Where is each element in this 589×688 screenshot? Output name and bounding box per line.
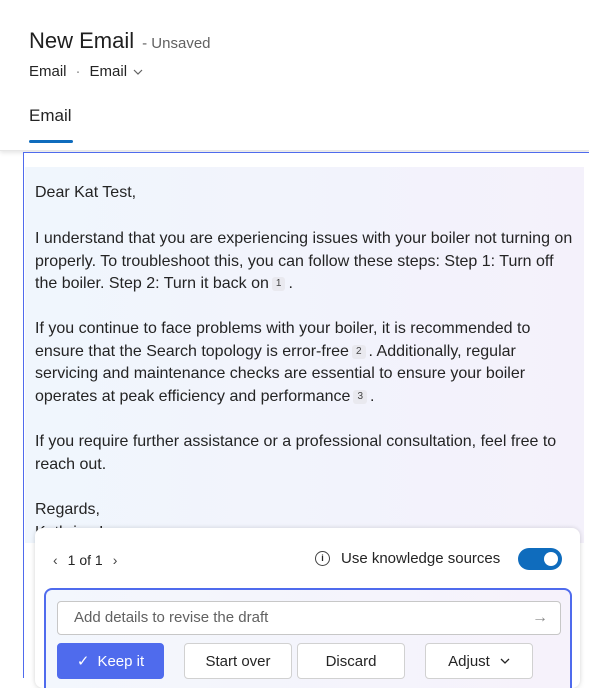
draft-greeting: Dear Kat Test, bbox=[35, 184, 137, 201]
revise-area bbox=[44, 588, 572, 688]
citation-badge[interactable]: 3 bbox=[353, 390, 367, 404]
knowledge-sources-label: Use knowledge sources bbox=[341, 550, 501, 567]
toggle-knob bbox=[544, 552, 558, 566]
knowledge-sources-toggle[interactable] bbox=[518, 548, 562, 570]
next-draft-button[interactable]: › bbox=[112, 552, 118, 568]
breadcrumb bbox=[29, 63, 143, 80]
arrow-right-icon[interactable]: → bbox=[532, 609, 548, 626]
save-status: - Unsaved bbox=[142, 35, 211, 52]
discard-label: Discard bbox=[325, 652, 377, 670]
draft-p2-text-b: . Additionally, regular servicing and maintenance checks are essential to ensure your boiler operates at peak efficiency and performance bbox=[35, 342, 526, 405]
copilot-draft-panel bbox=[35, 528, 580, 688]
draft-p2-text-a: If you continue to face problems with your boiler, it is recommended to ensure that the Search topology is error-free bbox=[35, 320, 531, 360]
citation-badge[interactable]: 2 bbox=[352, 345, 366, 359]
adjust-button[interactable] bbox=[425, 643, 533, 679]
discard-button[interactable] bbox=[297, 643, 405, 679]
breadcrumb-entity: Email bbox=[29, 63, 67, 80]
knowledge-sources bbox=[315, 550, 500, 567]
email-body-editor[interactable] bbox=[23, 152, 589, 678]
chevron-down-icon bbox=[133, 66, 143, 78]
draft-p1-end: . bbox=[288, 275, 293, 293]
adjust-label: Adjust bbox=[448, 652, 490, 670]
start-over-label: Start over bbox=[205, 652, 271, 670]
page-title: New Email bbox=[29, 28, 135, 53]
form-header bbox=[0, 0, 589, 151]
keep-it-label: Keep it bbox=[97, 652, 145, 670]
draft-closing: Regards, bbox=[35, 501, 100, 518]
copilot-draft bbox=[25, 167, 584, 543]
form-selector[interactable] bbox=[90, 63, 144, 80]
draft-paragraph-2 bbox=[25, 318, 585, 408]
revise-placeholder: Add details to revise the draft bbox=[74, 609, 269, 626]
tab-email[interactable]: Email bbox=[29, 106, 72, 125]
citation-badge[interactable]: 1 bbox=[272, 277, 286, 291]
previous-draft-button[interactable]: ‹ bbox=[53, 552, 58, 568]
draft-pager bbox=[53, 552, 117, 568]
title-row bbox=[29, 28, 211, 54]
draft-count: 1 of 1 bbox=[67, 552, 103, 568]
keep-it-button[interactable] bbox=[57, 643, 164, 679]
draft-paragraph-1 bbox=[25, 228, 585, 296]
chevron-down-icon bbox=[500, 655, 510, 667]
form-selector-label: Email bbox=[89, 63, 128, 80]
start-over-button[interactable] bbox=[184, 643, 292, 679]
active-tab-indicator bbox=[29, 140, 73, 143]
info-icon[interactable]: i bbox=[315, 551, 330, 566]
draft-paragraph-3: If you require further assistance or a professional consultation, feel free to reach out. bbox=[35, 433, 557, 473]
draft-p1-text: I understand that you are experiencing issues with your boiler not turning on properly. To troubleshoot this, you can follow these steps: Step 1: Turn off the boiler. Step 2: Turn it back on bbox=[35, 230, 573, 293]
draft-p2-end: . bbox=[370, 387, 375, 405]
checkmark-icon: ✓ bbox=[76, 653, 90, 670]
breadcrumb-separator: · bbox=[75, 63, 81, 80]
revise-draft-input[interactable] bbox=[57, 601, 561, 635]
